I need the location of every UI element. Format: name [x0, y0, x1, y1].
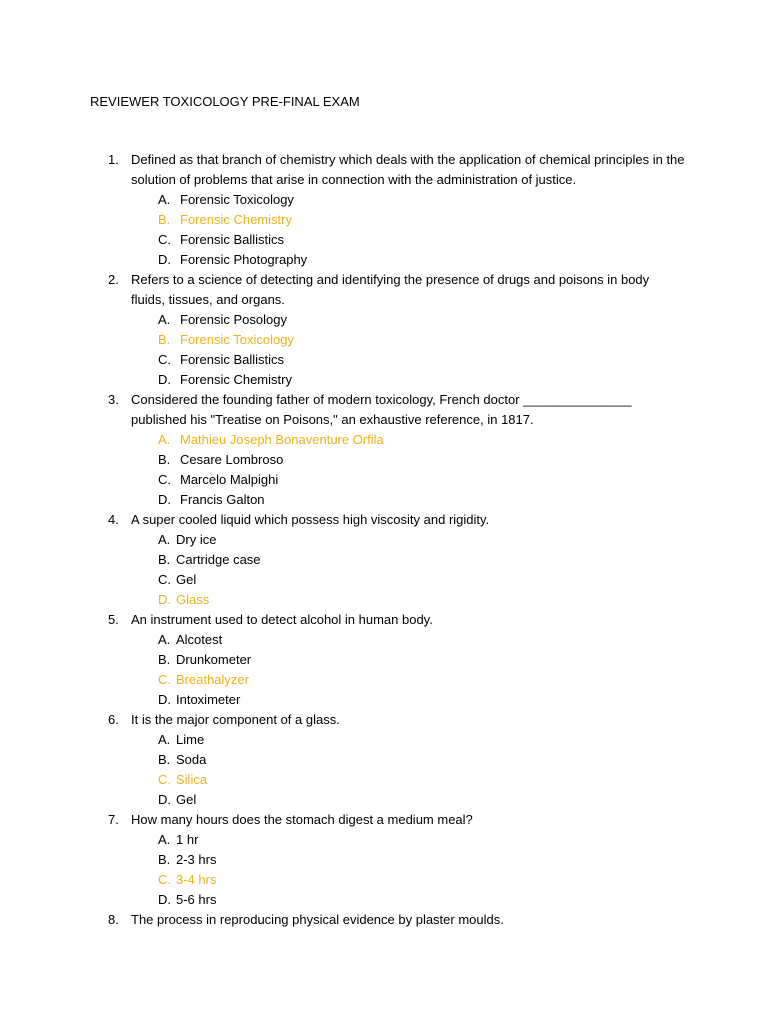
option-letter: A.	[158, 432, 171, 447]
option-letter: A.	[158, 312, 171, 327]
question-number: 5.	[108, 612, 119, 627]
option-text: Silica	[176, 772, 208, 787]
option-letter: C.	[158, 352, 171, 367]
option-text: Forensic Toxicology	[180, 332, 294, 347]
option-text: Alcotest	[176, 632, 223, 647]
option-letter: D.	[158, 372, 171, 387]
option-text: Mathieu Joseph Bonaventure Orfila	[180, 432, 384, 447]
option-letter: A.	[158, 732, 171, 747]
option-text: 3-4 hrs	[176, 872, 217, 887]
option-letter: A.	[158, 532, 171, 547]
option-text: Cartridge case	[176, 552, 261, 567]
option-c	[90, 350, 690, 370]
option-text: Cesare Lombroso	[180, 452, 284, 467]
page-title: REVIEWER TOXICOLOGY PRE-FINAL EXAM	[90, 94, 360, 109]
option-text: Gel	[176, 792, 197, 807]
option-letter: C.	[158, 872, 171, 887]
option-letter: C.	[158, 572, 171, 587]
option-letter: D.	[158, 252, 171, 267]
option-letter: B.	[158, 332, 171, 347]
question-number: 6.	[108, 712, 119, 727]
question-number: 3.	[108, 392, 119, 407]
option-text: Forensic Photography	[180, 252, 308, 267]
option-c	[90, 870, 690, 890]
question-text: A super cooled liquid which possess high viscosity and rigidity.	[131, 512, 490, 527]
question-number: 1.	[108, 152, 119, 167]
option-text: Forensic Toxicology	[180, 192, 294, 207]
option-text: Francis Galton	[180, 492, 265, 507]
option-b	[90, 210, 690, 230]
option-b	[90, 330, 690, 350]
option-letter: B.	[158, 852, 171, 867]
option-text: Lime	[176, 732, 205, 747]
option-letter: C.	[158, 772, 171, 787]
question-list	[90, 150, 690, 930]
option-letter: B.	[158, 212, 171, 227]
option-a	[90, 310, 690, 330]
option-d	[90, 590, 690, 610]
option-text: Marcelo Malpighi	[180, 472, 279, 487]
option-list	[90, 530, 690, 610]
option-a	[90, 830, 690, 850]
option-c	[90, 670, 690, 690]
question-text: How many hours does the stomach digest a medium meal?	[131, 812, 473, 827]
option-d	[90, 490, 690, 510]
question-1	[90, 150, 690, 270]
option-text: Forensic Posology	[180, 312, 287, 327]
option-letter: C.	[158, 672, 171, 687]
option-list	[90, 730, 690, 810]
question-5	[90, 610, 690, 710]
option-list	[90, 190, 690, 270]
option-text: Forensic Ballistics	[180, 232, 285, 247]
option-text: 5-6 hrs	[176, 892, 217, 907]
option-b	[90, 450, 690, 470]
option-text: Dry ice	[176, 532, 217, 547]
option-a	[90, 630, 690, 650]
option-list	[90, 430, 690, 510]
question-text: It is the major component of a glass.	[131, 712, 340, 727]
question-text: Refers to a science of detecting and identifying the presence of drugs and poisons in body fluids, tissues, and organs.	[131, 272, 650, 307]
option-list	[90, 310, 690, 390]
question-3	[90, 390, 690, 510]
option-text: Forensic Chemistry	[180, 212, 292, 227]
question-text: An instrument used to detect alcohol in human body.	[131, 612, 433, 627]
option-text: Soda	[176, 752, 207, 767]
option-letter: D.	[158, 892, 171, 907]
option-list	[90, 630, 690, 710]
option-letter: B.	[158, 652, 171, 667]
option-a	[90, 190, 690, 210]
option-letter: B.	[158, 552, 171, 567]
option-b	[90, 650, 690, 670]
option-letter: B.	[158, 752, 171, 767]
option-c	[90, 470, 690, 490]
question-4	[90, 510, 690, 610]
option-d	[90, 250, 690, 270]
option-d	[90, 890, 690, 910]
option-letter: D.	[158, 592, 171, 607]
question-text: Defined as that branch of chemistry which deals with the application of chemical principles in the solution of problems that arise in connection with the administration of justice.	[131, 152, 685, 187]
question-number: 8.	[108, 912, 119, 927]
option-text: Gel	[176, 572, 197, 587]
question-6	[90, 710, 690, 810]
question-text: The process in reproducing physical evidence by plaster moulds.	[131, 912, 504, 927]
option-d	[90, 690, 690, 710]
question-2	[90, 270, 690, 390]
option-list	[90, 830, 690, 910]
option-b	[90, 550, 690, 570]
question-number: 2.	[108, 272, 119, 287]
option-b	[90, 750, 690, 770]
option-a	[90, 730, 690, 750]
option-letter: B.	[158, 452, 171, 467]
option-text: 1 hr	[176, 832, 199, 847]
option-c	[90, 770, 690, 790]
option-letter: D.	[158, 692, 171, 707]
option-c	[90, 230, 690, 250]
option-a	[90, 530, 690, 550]
option-d	[90, 370, 690, 390]
option-text: Breathalyzer	[176, 672, 249, 687]
option-text: Forensic Ballistics	[180, 352, 285, 367]
option-letter: C.	[158, 472, 171, 487]
option-text: Forensic Chemistry	[180, 372, 292, 387]
option-letter: A.	[158, 632, 171, 647]
question-number: 7.	[108, 812, 119, 827]
question-7	[90, 810, 690, 910]
option-text: Intoximeter	[176, 692, 241, 707]
question-8	[90, 910, 690, 930]
option-letter: C.	[158, 232, 171, 247]
option-text: 2-3 hrs	[176, 852, 217, 867]
question-text: Considered the founding father of modern toxicology, French doctor _______________ published his "Treatise on Poisons," an exhaustive reference, in 1817.	[131, 392, 632, 427]
option-c	[90, 570, 690, 590]
option-b	[90, 850, 690, 870]
option-text: Glass	[176, 592, 210, 607]
option-letter: A.	[158, 192, 171, 207]
option-a	[90, 430, 690, 450]
option-letter: A.	[158, 832, 171, 847]
option-letter: D.	[158, 792, 171, 807]
question-number: 4.	[108, 512, 119, 527]
option-d	[90, 790, 690, 810]
option-text: Drunkometer	[176, 652, 252, 667]
option-letter: D.	[158, 492, 171, 507]
